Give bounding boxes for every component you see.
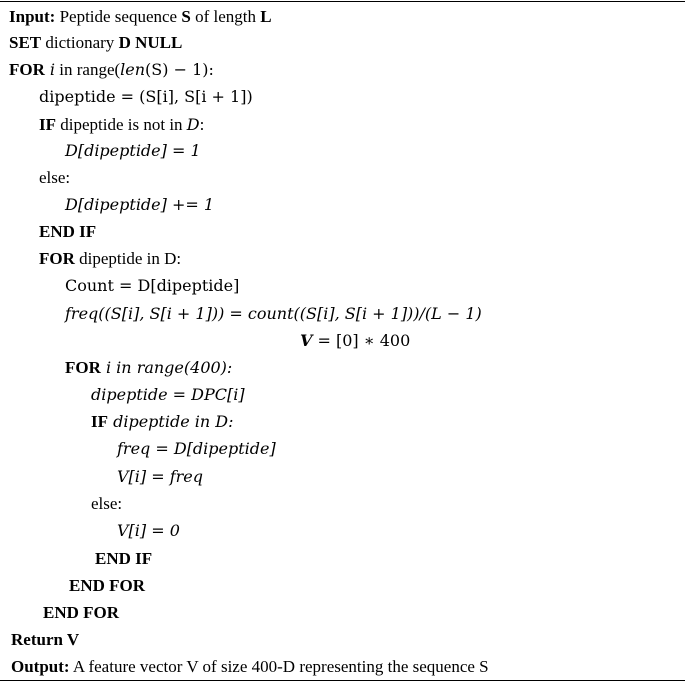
dict-increment-line: D[dipeptide] += 1	[65, 195, 215, 214]
vector-init-line	[300, 328, 410, 353]
if-var-d: D	[186, 115, 200, 134]
else-line-1: else:	[39, 168, 71, 187]
input-var-l: L	[260, 7, 272, 26]
end-if-line-1: END IF	[39, 222, 97, 241]
return-line: Return V	[11, 630, 80, 649]
count-line: Count = D[dipeptide]	[65, 276, 240, 295]
for-range-400-line	[65, 355, 232, 380]
for-dipeptide-text: dipeptide in D:	[74, 249, 182, 268]
for-var-i: i	[49, 60, 56, 79]
input-var-s: S	[181, 7, 191, 26]
set-text: dictionary	[41, 33, 119, 52]
input-text-2: of length	[190, 7, 261, 26]
end-for-line-1: END FOR	[69, 576, 146, 595]
input-line	[9, 4, 272, 29]
vector-set-zero-line: V[i] = 0	[117, 521, 180, 540]
dict-init-line: D[dipeptide] = 1	[65, 141, 201, 160]
if-text: dipeptide is not in	[56, 115, 187, 134]
end-for-line-2: END FOR	[43, 603, 120, 622]
for-len-fn: len	[120, 60, 146, 79]
freq-formula-line: freq((S[i], S[i + 1])) = count((S[i], S[i + 1]))/(L − 1)	[65, 304, 482, 323]
set-line	[9, 30, 182, 55]
for-keyword-3: FOR	[65, 358, 101, 377]
if-not-in-line	[39, 112, 204, 137]
vector-init-math: = [0] ∗ 400	[312, 331, 411, 350]
dipeptide-assign-line: dipeptide = (S[i], S[i + 1])	[39, 87, 253, 106]
for-range-text: in range(	[55, 60, 121, 79]
if-in-d-line	[91, 409, 233, 434]
bottom-rule	[0, 680, 685, 681]
end-if-line-2: END IF	[95, 549, 153, 568]
freq-assign-line: freq = D[dipeptide]	[117, 439, 276, 458]
set-null: NULL	[135, 33, 183, 52]
output-text: A feature vector V of size 400-D representing the sequence S	[69, 657, 489, 676]
dpc-lookup-line: dipeptide = DPC[i]	[91, 385, 245, 404]
for-dipeptide-line	[39, 246, 181, 271]
if-keyword: IF	[39, 115, 56, 134]
if-in-d-math: dipeptide in D:	[108, 412, 234, 431]
vector-set-freq-line: V[i] = freq	[117, 467, 204, 486]
set-keyword: SET	[9, 33, 42, 52]
for-keyword-2: FOR	[39, 249, 75, 268]
input-keyword: Input:	[9, 7, 56, 26]
if-keyword-2: IF	[91, 412, 108, 431]
set-var-d: D	[118, 33, 131, 52]
if-colon: :	[199, 115, 205, 134]
for-range-math: (S) − 1):	[145, 60, 214, 79]
input-text: Peptide sequence	[55, 7, 182, 26]
for-keyword: FOR	[9, 60, 45, 79]
top-rule	[0, 1, 685, 2]
for-outer-line	[9, 57, 214, 82]
else-line-2: else:	[91, 494, 123, 513]
output-keyword: Output:	[11, 657, 70, 676]
vector-var-v: V	[300, 331, 313, 350]
output-line	[11, 654, 489, 679]
for-range-400-math: i in range(400):	[100, 358, 233, 377]
